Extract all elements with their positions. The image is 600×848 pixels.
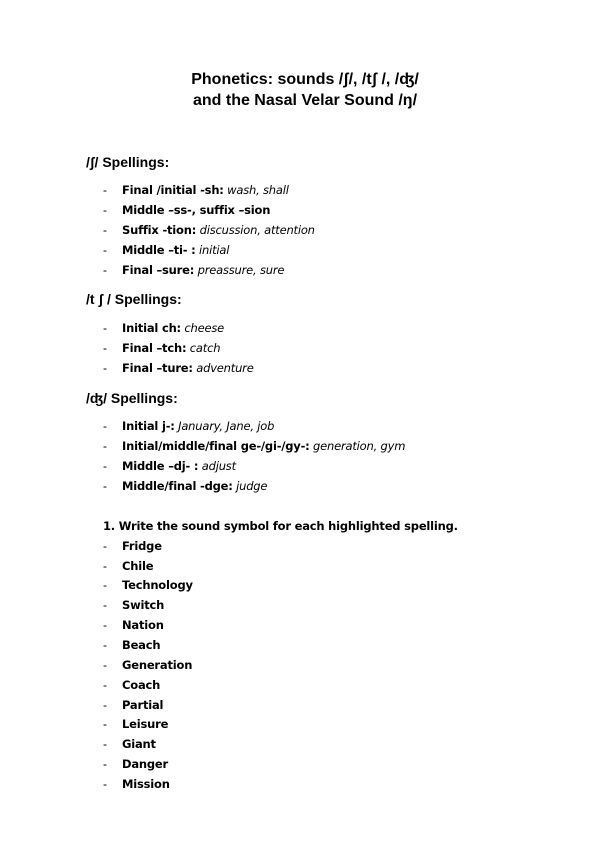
section-heading-tsh: /t ʃ / Spellings: (86, 291, 182, 307)
spelling-label: Initial ch: (122, 321, 181, 335)
spelling-example: adventure (192, 361, 254, 375)
list-dash: - (103, 717, 107, 731)
list-dash: - (103, 183, 107, 197)
list-dash: - (103, 419, 107, 433)
spelling-label: Final –ture: (122, 361, 193, 375)
list-dash: - (103, 263, 107, 277)
list-dash: - (103, 777, 107, 791)
spelling-label: Suffix -tion: (122, 223, 197, 237)
spelling-example: discussion, attention (196, 223, 315, 237)
spelling-label: Final /initial -sh: (122, 183, 224, 197)
spelling-label: Middle –ti- : (122, 243, 196, 257)
spelling-label: Middle/final -dge: (122, 479, 233, 493)
list-dash: - (103, 539, 107, 553)
spelling-label: Middle –dj- : (122, 459, 199, 473)
spelling-label: Final –tch: (122, 341, 187, 355)
list-dash: - (103, 341, 107, 355)
list-dash: - (103, 698, 107, 712)
list-dash: - (103, 243, 107, 257)
list-dash: - (103, 737, 107, 751)
spelling-example: wash, shall (223, 183, 289, 197)
exercise-word: Partial (122, 698, 164, 712)
list-dash: - (103, 757, 107, 771)
spelling-label: Final –sure: (122, 263, 195, 277)
exercise-word: Beach (122, 638, 161, 652)
exercise-word: Coach (122, 678, 161, 692)
exercise-word: Danger (122, 757, 168, 771)
spelling-example: January, Jane, job (174, 419, 275, 433)
list-dash: - (103, 578, 107, 592)
spelling-label: Initial/middle/final ge-/gi-/gy-: (122, 439, 310, 453)
list-dash: - (103, 439, 107, 453)
section-heading-sh: /ʃ/ Spellings: (86, 154, 170, 170)
exercise-word: Switch (122, 598, 165, 612)
section-heading-dzh: /ʤ/ Spellings: (86, 390, 178, 406)
list-dash: - (103, 638, 107, 652)
spelling-example: preassure, sure (194, 263, 285, 277)
spelling-example: judge (232, 479, 268, 493)
exercise-title: 1. Write the sound symbol for each highlighted spelling. (103, 519, 458, 533)
exercise-word: Giant (122, 737, 156, 751)
exercise-word: Generation (122, 658, 193, 672)
list-dash: - (103, 559, 107, 573)
list-dash: - (103, 479, 107, 493)
exercise-word: Nation (122, 618, 164, 632)
list-dash: - (103, 678, 107, 692)
spelling-example: catch (186, 341, 221, 355)
spelling-example: cheese (180, 321, 225, 335)
page-title-line-2: and the Nasal Velar Sound /ŋ/ (192, 92, 418, 109)
list-dash: - (103, 598, 107, 612)
spelling-label: Middle –ss-, suffix –sion (122, 203, 271, 217)
list-dash: - (103, 361, 107, 375)
spelling-example: adjust (198, 459, 236, 473)
exercise-word: Chile (122, 559, 154, 573)
exercise-word: Technology (122, 578, 193, 592)
exercise-word: Leisure (122, 717, 169, 731)
list-dash: - (103, 223, 107, 237)
exercise-word: Fridge (122, 539, 162, 553)
list-dash: - (103, 459, 107, 473)
list-dash: - (103, 203, 107, 217)
page-title-line-1: Phonetics: sounds /ʃ/, /tʃ /, /ʤ/ (191, 71, 419, 88)
spelling-label: Initial j-: (122, 419, 175, 433)
spelling-example: generation, gym (309, 439, 406, 453)
exercise-word: Mission (122, 777, 170, 791)
list-dash: - (103, 658, 107, 672)
list-dash: - (103, 618, 107, 632)
list-dash: - (103, 321, 107, 335)
spelling-example: initial (195, 243, 230, 257)
